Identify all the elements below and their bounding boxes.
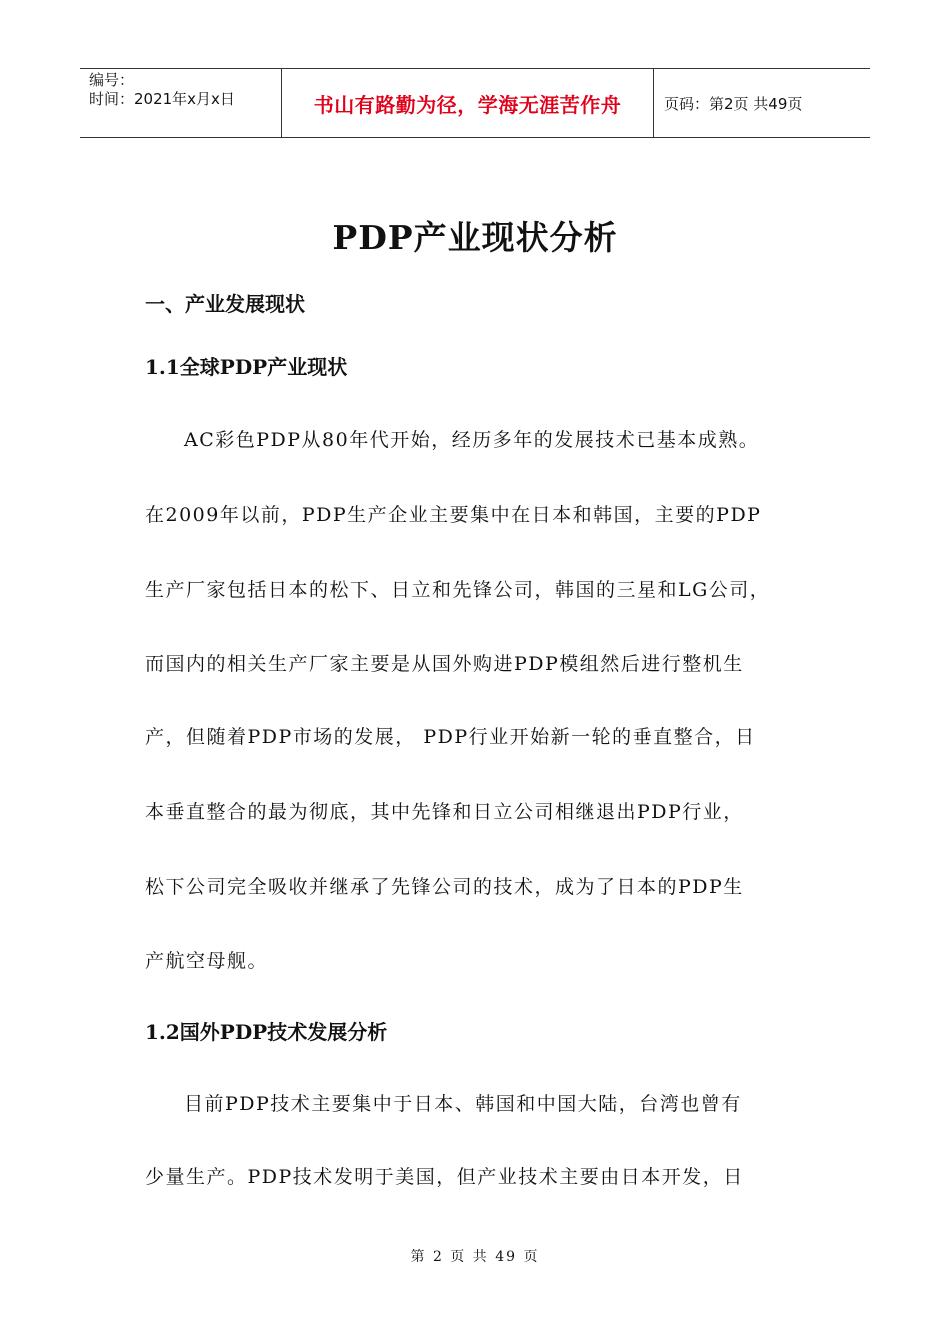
paragraph-line: 产航空母舰。	[145, 950, 269, 972]
header-motto: 书山有路勤为径，学海无涯苦作舟	[282, 69, 654, 137]
paragraph-line: 目前PDP技术主要集中于日本、韩国和中国大陆，台湾也曾有	[184, 1093, 742, 1115]
paragraph-line: 本垂直整合的最为彻底，其中先锋和日立公司相继退出PDP行业，	[145, 801, 744, 823]
time-label: 时间：2021年x月x日	[89, 90, 235, 108]
number-label: 编号：	[89, 71, 135, 89]
header-page-code: 页码：第2页 共49页	[664, 94, 803, 113]
section-heading: 一、产业发展现状	[145, 292, 305, 316]
paragraph-line: 而国内的相关生产厂家主要是从国外购进PDP模组然后进行整机生	[145, 653, 744, 675]
paragraph-line: 生产厂家包括日本的松下、日立和先锋公司，韩国的三星和LG公司，	[145, 579, 771, 601]
paragraph-line: 产，但随着PDP市场的发展， PDP行业开始新一轮的垂直整合，日	[145, 726, 756, 748]
page-header	[80, 68, 870, 138]
header-meta	[80, 69, 282, 137]
paragraph-line: AC彩色PDP从80年代开始，经历多年的发展技术已基本成熟。	[184, 429, 760, 451]
page-footer: 第 2 页 共 49 页	[410, 1249, 540, 1265]
paragraph-line: 在2009年以前，PDP生产企业主要集中在日本和韩国，主要的PDP	[145, 504, 762, 526]
paragraph-line: 少量生产。PDP技术发明于美国，但产业技术主要由日本开发，日	[145, 1166, 744, 1188]
paragraph-line: 松下公司完全吸收并继承了先锋公司的技术，成为了日本的PDP生	[145, 876, 744, 898]
document-title: PDP产业现状分析	[332, 218, 618, 257]
subsection-heading: 1.2国外PDP技术发展分析	[145, 1020, 388, 1044]
subsection-heading: 1.1全球PDP产业现状	[145, 355, 348, 379]
